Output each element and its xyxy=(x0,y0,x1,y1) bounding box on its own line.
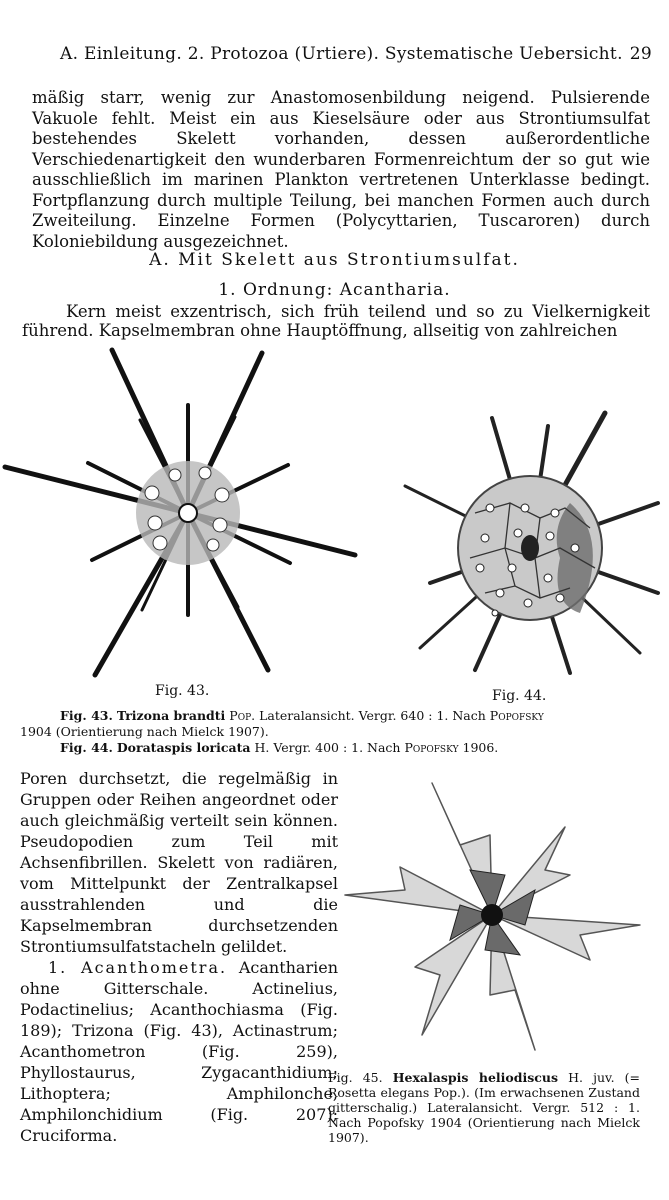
caption-43-species: Trizona brandti xyxy=(116,708,226,723)
caption-43-prefix: Fig. 43. xyxy=(60,708,113,723)
hexalaspis-center xyxy=(481,904,503,926)
figure-45-illustration xyxy=(340,775,650,1060)
caption-43-desc: Lateralansicht. Vergr. 640 : 1. Nach xyxy=(259,708,486,723)
trizona-center xyxy=(179,504,197,522)
caption-44-desc: Vergr. 400 : 1. Nach xyxy=(273,740,401,755)
figure-43-caption-line2: 1904 (Orientierung nach Mielck 1907). xyxy=(20,724,269,739)
section-heading: A. Mit Skelett aus Strontiumsulfat. xyxy=(149,250,520,270)
caption-44-source: Popofsky 1906. xyxy=(404,740,499,755)
column-paragraph-2 xyxy=(20,957,338,1146)
running-title: A. Einleitung. 2. Protozoa (Urtiere). Systematische Uebersicht. xyxy=(60,44,623,64)
caption-45-text: H. juv. (= Rosetta elegans Pop.). (Im erwachsenen Zustand gitterschalig.) Lateralansicht. Vergr. 512 : 1. Nach Popofsky 1904 (Orientierung nach Mielck 1907). xyxy=(328,1070,640,1145)
figure-44-caption xyxy=(60,740,498,755)
order-heading: 1. Ordnung: Acantharia. xyxy=(218,280,451,300)
genus-group-heading: 1. Acanthometra. xyxy=(48,958,228,977)
figure-43-caption-line1 xyxy=(60,708,544,723)
caption-44-author: H. xyxy=(254,740,270,755)
caption-45-prefix: Fig. 45. xyxy=(328,1070,383,1085)
page-number: 29 xyxy=(629,44,652,64)
dorataspis-center xyxy=(521,535,539,561)
genus-list: Acantharien ohne Gitterschale. Actinelius, Podactinelius; Acanthochiasma (Fig. 189); Trizona (Fig. 43), Actinastrum; Acanthometron (Fig. 259), Phyllostaurus, Zygacanthidium; Lithoptera; Amphilonche, Amphilonchidium (Fig. 207); Cruciforma. xyxy=(20,958,338,1145)
figure-44-label: Fig. 44. xyxy=(492,688,547,704)
figure-44-illustration xyxy=(400,408,665,680)
caption-43-source: Popofsky xyxy=(489,708,544,723)
running-header xyxy=(60,44,660,64)
order-paragraph: Kern meist exzentrisch, sich früh teilend und so zu Vielkernigkeit führend. Kapselmembran ohne Hauptöffnung, allseitig von zahlreichen xyxy=(22,302,650,340)
intro-paragraph: mäßig starr, wenig zur Anastomosenbildung neigend. Pulsierende Vakuole fehlt. Meist ein aus Kieselsäure oder aus Strontiumsulfat bestehendes Skelett vorhanden, dessen außerordentliche Verschiedenartigkeit den wunderbaren Formenreichtum der so gut wie ausschließlich im marinen Plankton vertretenen Unterklasse bedingt. Fortpflanzung durch multiple Teilung, bei manchen Formen auch durch Zweiteilung. Einzelne Formen (Polycyttarien, Tuscaroren) durch Koloniebildung ausgezeichnet. xyxy=(32,88,650,251)
figure-45-caption xyxy=(328,1070,640,1145)
column-paragraph-1: Poren durchsetzt, die regelmäßig in Gruppen oder Reihen angeordnet oder auch gleichmäßig verteilt sein können. Pseudopodien zum Teil mit Achsenfibrillen. Skelett von radiären, vom Mittelpunkt der Zentralkapsel ausstrahlenden und die Kapselmembran durchsetzenden Strontiumsulfatstacheln gelildet. xyxy=(20,769,338,956)
caption-44-species: Dorataspis loricata xyxy=(116,740,251,755)
caption-45-species: Hexalaspis heliodiscus xyxy=(392,1070,559,1085)
figure-43-label: Fig. 43. xyxy=(155,683,210,699)
caption-44-prefix: Fig. 44. xyxy=(60,740,113,755)
figure-43-illustration xyxy=(0,345,370,685)
column-text xyxy=(20,768,338,1146)
caption-43-author: Pop. xyxy=(229,708,256,723)
